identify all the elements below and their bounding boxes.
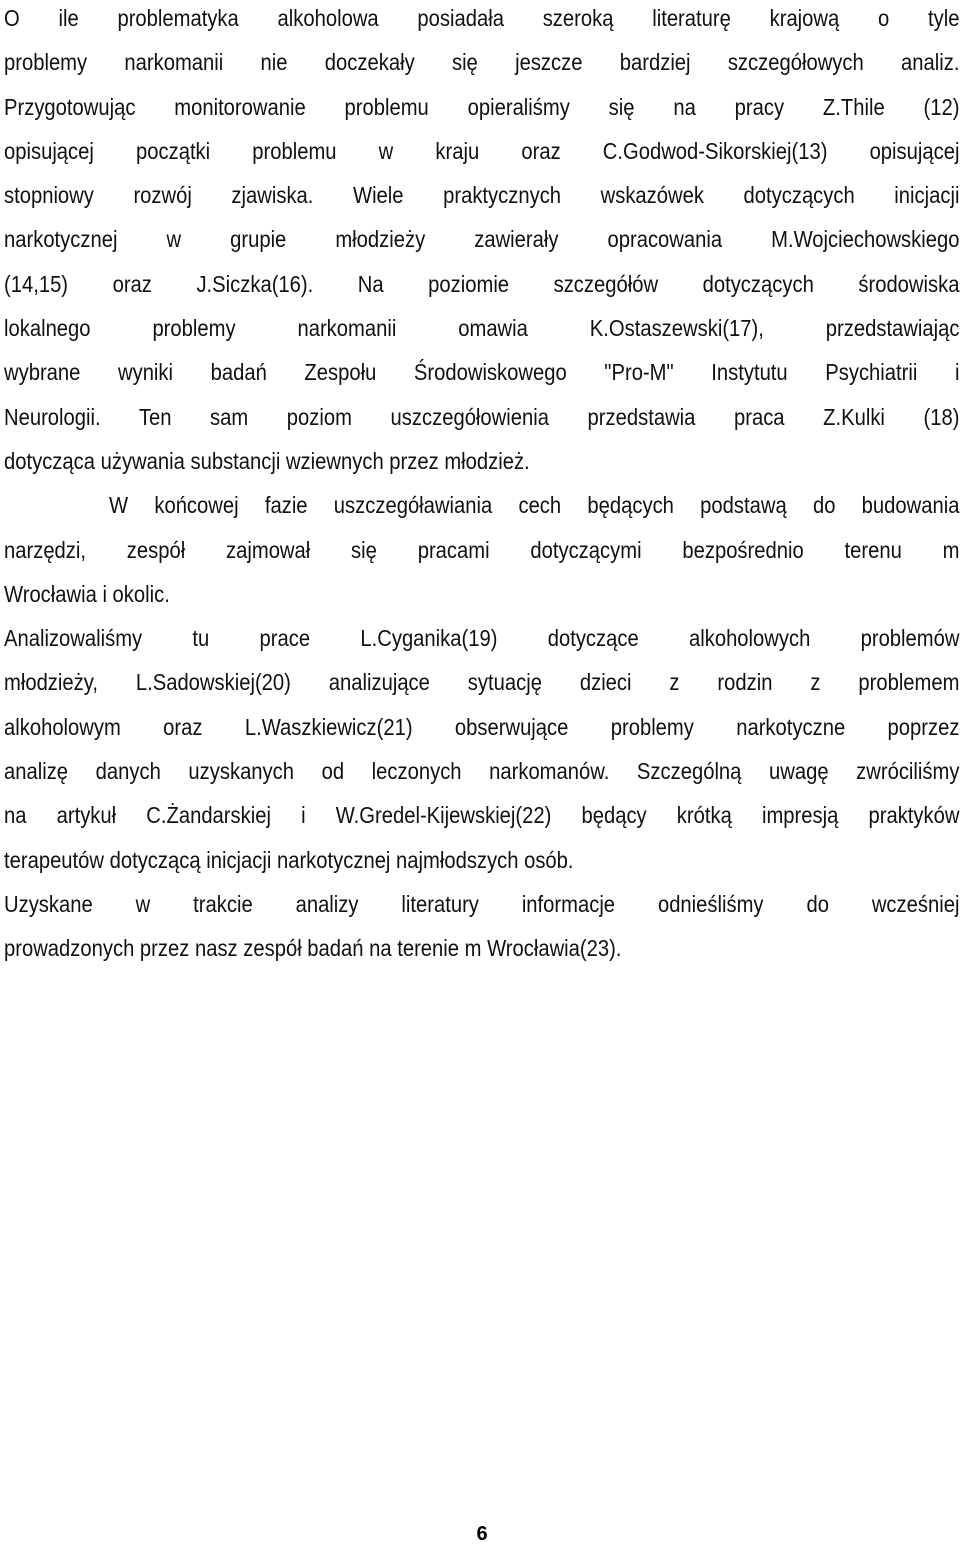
- text-line: narzędzi, zespół zajmował się pracami dotyczącymi bezpośrednio terenu m: [4, 536, 960, 563]
- text-line: analizę danych uzyskanych od leczonych narkomanów. Szczególną uwagę zwróciliśmy: [4, 758, 960, 785]
- text-line: Uzyskane w trakcie analizy literatury informacje odnieśliśmy do wcześniej: [4, 890, 960, 917]
- body-text: [4, 0, 960, 971]
- page-number: 6: [476, 1523, 488, 1545]
- text-line: na artykuł C.Żandarskiej i W.Gredel-Kijewskiej(22) będący krótką impresją praktyków: [4, 802, 960, 829]
- text-line: alkoholowym oraz L.Waszkiewicz(21) obserwujące problemy narkotyczne poprzez: [4, 713, 960, 740]
- text-line: problemy narkomanii nie doczekały się jeszcze bardziej szczegółowych analiz.: [4, 49, 960, 76]
- text-line: Przygotowując monitorowanie problemu opieraliśmy się na pracy Z.Thile (12): [4, 93, 960, 120]
- text-line: terapeutów dotyczącą inicjacji narkotycznej najmłodszych osób.: [4, 846, 574, 873]
- text-line: W końcowej fazie uszczegóławiania cech będących podstawą do budowania: [4, 492, 960, 519]
- text-line: O ile problematyka alkoholowa posiadała szeroką literaturę krajową o tyle: [4, 5, 960, 31]
- document-page: [4, 0, 960, 1543]
- text-line: młodzieży, L.Sadowskiej(20) analizujące sytuację dzieci z rodzin z problemem: [4, 669, 960, 696]
- text-line: prowadzonych przez nasz zespół badań na terenie m Wrocławia(23).: [4, 935, 622, 962]
- text-line: Wrocławia i okolic.: [4, 580, 170, 607]
- text-line: (14,15) oraz J.Siczka(16). Na poziomie szczegółów dotyczących środowiska: [4, 270, 960, 297]
- text-line: opisującej początki problemu w kraju oraz C.Godwod-Sikorskiej(13) opisującej: [4, 137, 960, 164]
- text-line: narkotycznej w grupie młodzieży zawierały opracowania M.Wojciechowskiego: [4, 226, 960, 253]
- text-line: stopniowy rozwój zjawiska. Wiele praktycznych wskazówek dotyczących inicjacji: [4, 182, 960, 209]
- text-line: dotycząca używania substancji wziewnych przez młodzież.: [4, 447, 530, 474]
- text-line: lokalnego problemy narkomanii omawia K.Ostaszewski(17), przedstawiając: [4, 315, 960, 342]
- text-line: Analizowaliśmy tu prace L.Cyganika(19) dotyczące alkoholowych problemów: [4, 625, 960, 652]
- text-line: wybrane wyniki badań Zespołu Środowiskowego "Pro-M" Instytutu Psychiatrii i: [4, 359, 960, 386]
- text-line: Neurologii. Ten sam poziom uszczegółowienia przedstawia praca Z.Kulki (18): [4, 403, 960, 430]
